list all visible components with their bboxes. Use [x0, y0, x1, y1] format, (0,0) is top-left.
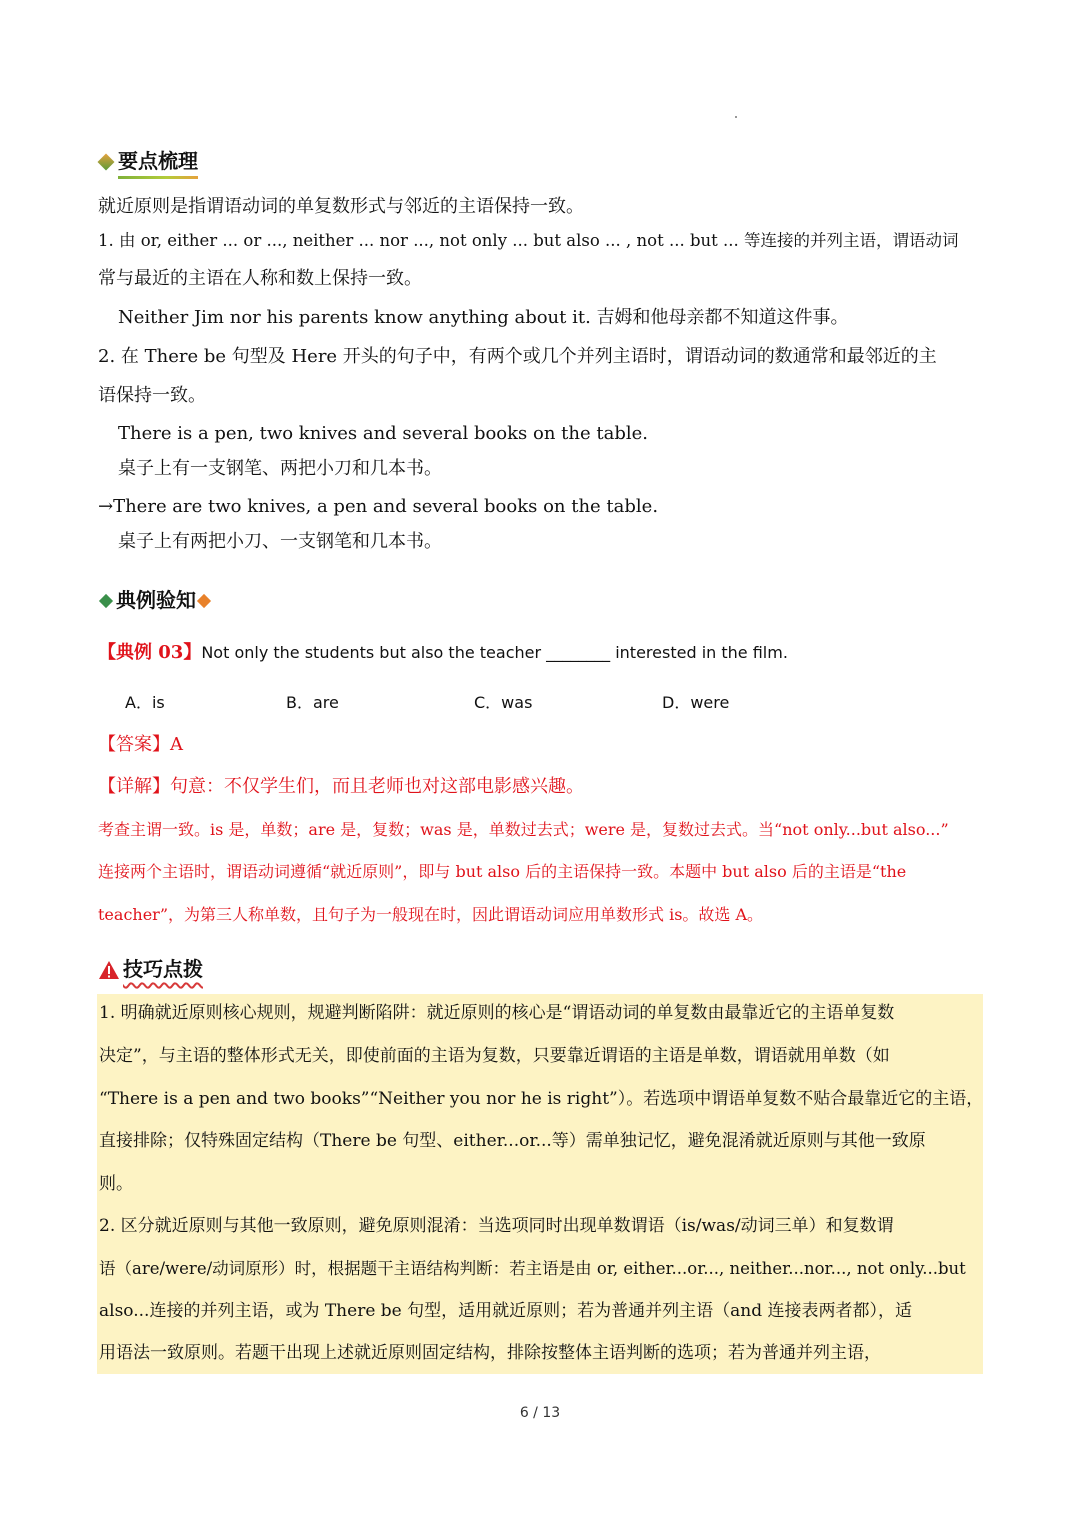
tips-line: 语（are/were/动词原形）时，根据题干主语结构判断：若主语是由 or, either...or..., neither...nor..., not only...but: [99, 1259, 966, 1278]
question-line: [98, 641, 788, 665]
section-title: 典例验知: [116, 588, 196, 612]
option-c: C．was: [474, 693, 533, 712]
intro-text: 就近原则是指谓语动词的单复数形式与邻近的主语保持一致。: [98, 196, 584, 217]
question-tag: 【典例 03】: [98, 642, 202, 663]
point1-line1: 1. 由 or, either ... or ..., neither ... nor ..., not only ... but also ... , not ... but ... 等连接的并列主语，谓语动词: [98, 231, 959, 250]
tips-line: 1. 明确就近原则核心规则，规避判断陷阱：就近原则的核心是“谓语动词的单复数由最靠近它的主语单复数: [99, 1003, 895, 1023]
option-b: B．are: [286, 693, 339, 712]
tips-line: 用语法一致原则。若题干出现上述就近原则固定结构，排除按整体主语判断的选项；若为普通并列主语，: [99, 1343, 881, 1363]
section-title: 要点梳理: [118, 145, 198, 179]
point1-line2: 常与最近的主语在人称和数上保持一致。: [98, 268, 422, 289]
section-title: 技巧点拨: [123, 957, 203, 981]
option-a: A．is: [125, 693, 165, 712]
section-heading-key-points: [98, 145, 198, 179]
stray-dot: [735, 116, 737, 118]
detail-line2: 连接两个主语时，谓语动词遵循“就近原则”，即与 but also 后的主语保持一致。本题中 but also 后的主语是“the: [98, 862, 907, 881]
example3-chinese: 桌子上有两把小刀、一支钢笔和几本书。: [118, 531, 442, 552]
tips-line: also...连接的并列主语，或为 There be 句型，适用就近原则；若为普通并列主语（and 连接表两者都），适: [99, 1301, 913, 1321]
orange-diamond-icon: [197, 594, 211, 608]
tips-line: “There is a pen and two books”“Neither you nor he is right”）。若选项中谓语单复数不贴合最靠近它的主语，: [99, 1089, 984, 1109]
example1-text: Neither Jim nor his parents know anything about it. 吉姆和他母亲都不知道这件事。: [118, 307, 849, 328]
question-text: Not only the students but also the teacher ________ interested in the film.: [201, 643, 788, 662]
example2-english: There is a pen, two knives and several books on the table.: [118, 423, 648, 444]
detail-line3: teacher”，为第三人称单数，且句子为一般现在时，因此谓语动词应用单数形式 is。故选 A。: [98, 905, 764, 924]
warning-icon: [98, 960, 120, 980]
tips-line: 直接排除；仅特殊固定结构（There be 句型、either...or...等）需单独记忆，避免混淆就近原则与其他一致原: [99, 1131, 926, 1151]
diamond-icon: [98, 154, 114, 170]
tips-line: 2. 区分就近原则与其他一致原则，避免原则混淆：当选项同时出现单数谓语（is/was/动词三单）和复数谓: [99, 1216, 894, 1236]
detail-label: 【详解】句意：不仅学生们，而且老师也对这部电影感兴趣。: [98, 776, 584, 797]
example3-english: →There are two knives, a pen and several books on the table.: [98, 496, 659, 517]
example2-chinese: 桌子上有一支钢笔、两把小刀和几本书。: [118, 458, 442, 479]
section-heading-tips: [98, 953, 203, 987]
detail-line1: 考查主谓一致。is 是，单数；are 是，复数；was 是，单数过去式；were 是，复数过去式。当“not only...but also...”: [98, 820, 949, 839]
page-number: 6 / 13: [519, 1405, 561, 1421]
point2-line1: 2. 在 There be 句型及 Here 开头的句子中，有两个或几个并列主语时，谓语动词的数通常和最邻近的主: [98, 346, 937, 367]
tips-line: 则。: [99, 1174, 133, 1194]
section-heading-examples: [98, 584, 214, 618]
tips-line: 决定”，与主语的整体形式无关，即使前面的主语为复数，只要靠近谓语的主语是单数，谓语就用单数（如: [99, 1046, 890, 1066]
green-diamond-icon: [99, 594, 113, 608]
point2-line2: 语保持一致。: [98, 385, 206, 406]
answer-label: 【答案】A: [98, 734, 183, 755]
option-d: D．were: [662, 693, 730, 712]
